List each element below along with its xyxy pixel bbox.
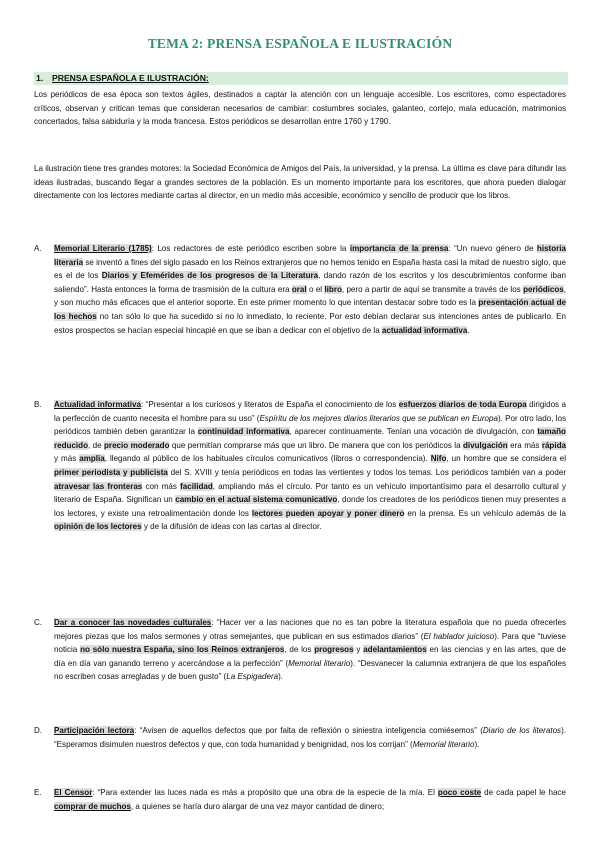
text: , y son mucho más eficaces que el anterior soporte. En este primer momento lo que intentan destacar sobre todo es la [54, 284, 567, 308]
term: Diarios y Efemérides de los progresos de la Literatura [101, 271, 319, 281]
term: adelantamientos [363, 645, 427, 655]
text: ). “Esperamos disimulen nuestros defectos y que, con toda humanidad y benignidad, nos los corrijan” ( [54, 726, 566, 749]
term: Dar a conocer las novedades culturales [54, 618, 212, 627]
term: atravesar las fronteras [54, 481, 143, 491]
text: con más [142, 481, 181, 491]
term: Participación lectora [54, 726, 135, 735]
term: rápida [541, 440, 566, 450]
term: progresos [314, 645, 354, 655]
citation: El hablador juicioso [423, 631, 495, 641]
item-letter: D. [34, 726, 43, 735]
term: importancia de la prensa [349, 244, 449, 253]
text: , aparecer continuamente. Tenían una vocación de divulgación, con [289, 427, 538, 437]
text: , dando razón de los escritos y los descubrimientos conforme iban saliendo”. Hasta entonces la forma de trasmisión de la cultura era [54, 271, 566, 294]
text: , de los [284, 645, 315, 655]
text: ). “Desvanecer la calumnia extranjera de que los españoles no escriben cosas arregladas y de buen gusto” ( [54, 658, 566, 682]
term: opinión de los lectores [54, 522, 142, 532]
text: y [353, 645, 364, 655]
term: libro [324, 284, 342, 294]
text: no tan sólo lo que ha sucedido si no lo inmediato, lo reciente. Por esto debían declarar sus intenciones antes de publicarlo. En estos prospectos se hacían especial hincapié en que se iban a dedicar con el objetivo de la [54, 311, 566, 335]
term: facilidad [180, 481, 213, 491]
text: , pero a partir de aquí se transmite a través de los [341, 284, 524, 294]
citation: La Espigadera [226, 672, 279, 682]
text: , a quienes se haría duro alargar de una vez mayor cantidad de dinero; [130, 801, 385, 811]
term: Memorial Literario (1785) [54, 244, 152, 253]
text: ). [474, 739, 480, 749]
section-heading-text: PRENSA ESPAÑOLA E ILUSTRACIÓN: [52, 73, 209, 83]
intro-paragraph-1: Los periódicos de esa época son textos ágiles, destinados a captar la atención con un lenguaje accesible. Los escritores, como espectadores críticos, observan y critican temas que consideran necesarios de cambiar: costumbres sociales, galanteo, cortejo, mala educación, matrimonios concertados, falsa sabiduría y la moda francesa. Estos periódicos se desarrollan entre 1760 y 1790. [34, 90, 566, 127]
text: ). Para que “tuviese noticia [54, 631, 566, 655]
text: : “Presentar a los curiosos y literatos de España el conocimiento de los [140, 400, 399, 409]
list-item-c [34, 616, 566, 684]
term: precio moderado [104, 440, 170, 450]
text: y de la difusión de ideas con las cartas al director. [141, 522, 322, 532]
term: divulgación [463, 440, 508, 450]
term: comprar de muchos [54, 801, 131, 811]
term: lectores pueden apoyar y poner dinero [251, 508, 405, 518]
term: primer periodista y publicista [54, 467, 168, 477]
text: ). [278, 672, 284, 682]
text: en la prensa. Es un vehículo además de la [404, 508, 566, 518]
term: presentación actual de los hechos [54, 298, 566, 321]
text: era más [507, 440, 542, 450]
text: : Los redactores de este periódico escriben sobre la [151, 244, 350, 253]
section-number: 1. [36, 73, 44, 83]
text: del S. XVIII y tenía periódicos en todas las vertientes y todos los temas. Los periódicos también van a poder [167, 467, 566, 477]
item-body [54, 398, 566, 534]
text: : “Para extender las luces nada es más a propósito que una obra de la especie de la mía. El [92, 788, 438, 797]
term: Actualidad informativa [54, 400, 141, 409]
term: Nifo [430, 454, 447, 464]
text: , de [87, 440, 105, 450]
text: de cada papel le hace [481, 788, 566, 797]
text: dirigidos a la perfección de cuanto necesita el hombre para su uso” ( [54, 400, 566, 423]
section-heading [34, 72, 568, 85]
text: , un hombre que se considera el [446, 454, 566, 464]
text: , donde los creadores de los periódicos tienen muy presentes a los lectores, y existe una retroalimentación donde los [54, 495, 566, 518]
term: continuidad informativa [197, 427, 290, 437]
term: esfuerzos diarios de toda Europa [398, 400, 527, 409]
text: ). Por otro lado, los periódicos también deben garantizar la [54, 413, 566, 437]
term: cambio en el actual sistema comunicativo [175, 495, 338, 505]
list-item-b [34, 398, 566, 534]
term: tamaño reducido [54, 427, 566, 450]
term: amplia [79, 454, 105, 464]
item-letter: A. [34, 244, 42, 253]
text: , ampliando más el círculo. Por tanto es un vehículo importantísimo para el desarrollo cultural y literario de España. Significan un [54, 481, 566, 505]
item-letter: E. [34, 788, 42, 797]
citation: Memorial literario [412, 739, 475, 749]
term: periódicos [523, 284, 564, 294]
text: : “Hacer ver a las naciones que no es tan pobre la literatura española que no pueda ofrecerles mejores piezas que los malos sermones y otras semejantes, que publican en sus estimados diarios” ( [54, 618, 567, 641]
citation: Memorial literario [288, 658, 351, 668]
list-item-e [34, 786, 566, 813]
term: El Censor [54, 788, 93, 797]
term: poco coste [437, 788, 482, 797]
citation: Diario de los literatos [482, 726, 562, 735]
item-letter: B. [34, 400, 42, 409]
item-body [54, 724, 566, 751]
text: que permitían comprarse más que un libro. De manera que con los periódicos la [169, 440, 463, 450]
text: se inventó a fines del siglo pasado en los Reinos extranjeros que no hemos tenido en España hasta casi la mitad de nuestro siglo, que es el de los [54, 257, 566, 281]
term: historia literaria [54, 244, 566, 267]
text: y más [54, 454, 80, 464]
item-body [54, 616, 566, 684]
text: en las ciencias y en las artes, que de día en día van ganando terreno y acercándose a la perfección” ( [54, 645, 566, 668]
list-item-a [34, 242, 566, 337]
text: . [467, 325, 470, 335]
term: no sólo nuestra España, sino los Reinos extranjeros [80, 645, 285, 655]
text: o el [306, 284, 325, 294]
item-body [54, 242, 566, 337]
text: : “Un nuevo género de [448, 244, 537, 253]
text: , llegando al público de los habituales círculos comunicativos (libros o correspondencia). [104, 454, 431, 464]
term: oral [291, 284, 307, 294]
item-letter: C. [34, 618, 43, 627]
item-body [54, 786, 566, 813]
intro-paragraph-2: La ilustración tiene tres grandes motores: la Sociedad Económica de Amigos del País, la universidad, y la prensa. La última es clave para difundir las ideas ilustradas, buscando llegar a grandes sectores de la población. Es un momento importante para los escritores, que ahora pueden dialogar directamente con los lectores mediante cartas al director, en un medio más accesible, económico y sencillo de producir que los libros. [34, 164, 566, 201]
term: actualidad informativa [381, 325, 468, 335]
page-title: TEMA 2: PRENSA ESPAÑOLA E ILUSTRACIÓN [147, 36, 453, 51]
citation: Espíritu de los mejores diarios literarios que se publican en Europa [259, 413, 498, 423]
text: : “Avisen de aquellos defectos que por falta de reflexión o siniestra inteligencia comiésemos” ( [134, 726, 483, 735]
list-item-d [34, 724, 566, 751]
